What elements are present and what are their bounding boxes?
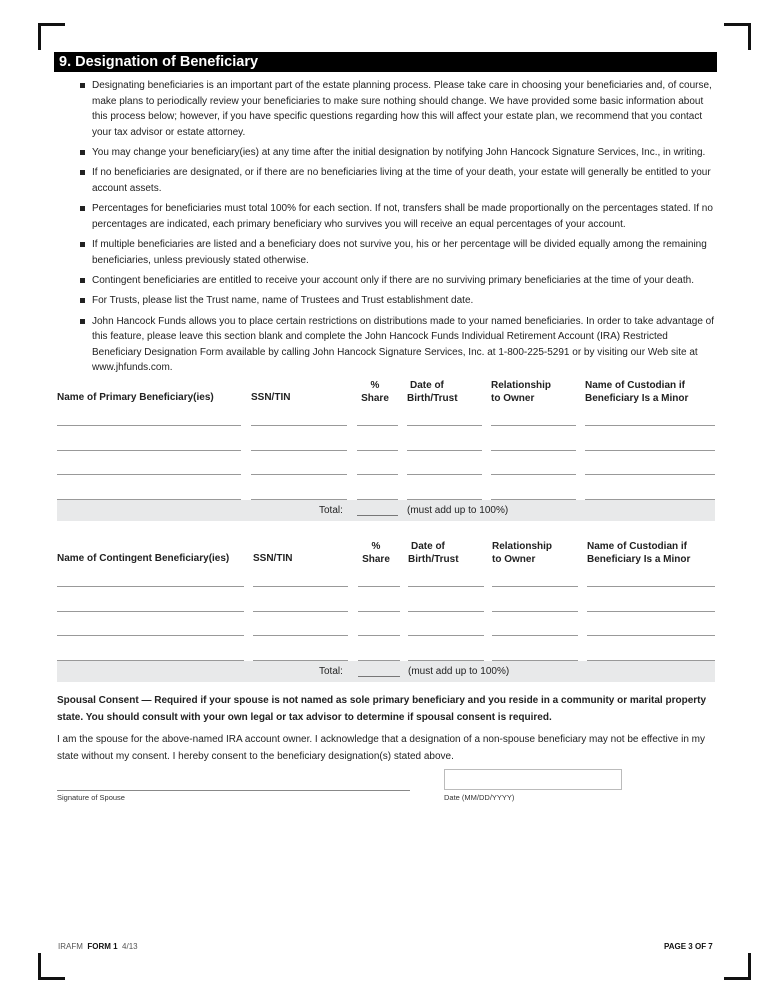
primary-share-field[interactable] xyxy=(357,474,398,475)
instruction-item: John Hancock Funds allows you to place certain restrictions on distributions made to your named beneficiaries. In order to take advantage of this feature, please leave this section blank and complete the John Hancock Funds Individual Retirement Account (IRA) Restricted Beneficiary Designation Form available by calling John Hancock Signature Services, Inc. at 1-800-225-5291 or by visiting our Web site at www.jhfunds.com. xyxy=(78,314,718,376)
instruction-item: Designating beneficiaries is an important part of the estate planning process. Please take care in choosing your beneficiaries and, of course, make plans to periodically review your beneficiaries to make sure nothing should change. We have provided some basic information about this process below; however, if you have specific questions regarding how this will affect your estate plan, we recommend that you contact your tax advisor or estate attorney. xyxy=(78,78,718,140)
contingent-total-field[interactable] xyxy=(358,676,400,677)
contingent-custodian-field[interactable] xyxy=(587,611,715,612)
primary-share-header xyxy=(360,380,390,405)
date-label: Date (MM/DD/YYYY) xyxy=(444,793,515,802)
crop-mark-top-left xyxy=(38,23,65,50)
instruction-item: If multiple beneficiaries are listed and a beneficiary does not survive you, his or her percentage will be divided equally among the remaining beneficiaries, unless previously stated otherwise. xyxy=(78,237,718,268)
contingent-share-field[interactable] xyxy=(358,611,400,612)
contingent-dob-field[interactable] xyxy=(408,611,484,612)
primary-dob-field[interactable] xyxy=(407,425,482,426)
rel-header-line1: Relationship xyxy=(492,541,553,552)
contingent-name-header: Name of Contingent Beneficiary(ies) xyxy=(57,553,230,564)
share-header-line1: % xyxy=(370,380,380,391)
date-input[interactable] xyxy=(444,769,622,790)
page-number: PAGE 3 OF 7 xyxy=(664,942,713,951)
spouse-signature-label: Signature of Spouse xyxy=(57,793,125,802)
primary-beneficiary-table xyxy=(57,380,715,521)
spousal-consent-body: I am the spouse for the above-named IRA account owner. I acknowledge that a designation of a non-spouse beneficiary may not be effective in my state without my consent. I hereby consent to the beneficiary designation(s) stated above. xyxy=(57,734,705,762)
contingent-beneficiary-table xyxy=(57,541,715,682)
primary-custodian-field[interactable] xyxy=(585,499,715,500)
instruction-item: Contingent beneficiaries are entitled to receive your account only if there are no surviving primary beneficiaries at the time of your death. xyxy=(78,273,718,289)
contingent-share-field[interactable] xyxy=(358,586,400,587)
contingent-name-field[interactable] xyxy=(57,635,244,636)
primary-relationship-field[interactable] xyxy=(491,425,576,426)
primary-name-header: Name of Primary Beneficiary(ies) xyxy=(57,392,214,403)
contingent-dob-header xyxy=(408,541,459,566)
contingent-share-field[interactable] xyxy=(358,660,400,661)
section-title: 9. Designation of Beneficiary xyxy=(54,52,717,72)
primary-share-field[interactable] xyxy=(357,499,398,500)
contingent-custodian-field[interactable] xyxy=(587,586,715,587)
contingent-dob-field[interactable] xyxy=(408,635,484,636)
cust-header-line2: Beneficiary Is a Minor xyxy=(585,392,689,404)
contingent-ssn-field[interactable] xyxy=(253,611,348,612)
primary-relationship-header xyxy=(491,380,551,405)
crop-mark-top-right xyxy=(724,23,751,50)
form-code: IRAFM xyxy=(58,942,83,951)
primary-name-field[interactable] xyxy=(57,450,241,451)
spouse-signature-field[interactable] xyxy=(57,790,410,791)
instruction-item: For Trusts, please list the Trust name, name of Trustees and Trust establishment date. xyxy=(78,293,718,309)
primary-name-field[interactable] xyxy=(57,474,241,475)
contingent-name-field[interactable] xyxy=(57,611,244,612)
contingent-name-field[interactable] xyxy=(57,586,244,587)
primary-custodian-field[interactable] xyxy=(585,425,715,426)
rel-header-line2: to Owner xyxy=(491,392,535,404)
cust-header-line1: Name of Custodian if xyxy=(585,380,686,391)
primary-custodian-field[interactable] xyxy=(585,450,715,451)
primary-dob-field[interactable] xyxy=(407,450,482,451)
primary-dob-field[interactable] xyxy=(407,474,482,475)
primary-ssn-field[interactable] xyxy=(251,474,347,475)
contingent-custodian-field[interactable] xyxy=(587,660,715,661)
contingent-relationship-field[interactable] xyxy=(492,611,578,612)
contingent-ssn-field[interactable] xyxy=(253,586,348,587)
contingent-ssn-field[interactable] xyxy=(253,635,348,636)
instruction-item: If no beneficiaries are designated, or if there are no beneficiaries living at the time of your death, your estate will generally be entitled to your account assets. xyxy=(78,165,718,196)
primary-dob-header xyxy=(407,380,458,405)
primary-custodian-header xyxy=(585,380,688,405)
instruction-item: You may change your beneficiary(ies) at any time after the initial designation by notifying John Hancock Signature Services, Inc., in writing. xyxy=(78,145,718,161)
primary-ssn-field[interactable] xyxy=(251,425,347,426)
primary-total-band xyxy=(57,500,715,521)
crop-mark-bottom-left xyxy=(38,953,65,980)
dob-header-line2: Birth/Trust xyxy=(407,392,458,404)
spousal-consent-title: Spousal Consent — Required if your spouse is not named as sole primary beneficiary and you reside in a community or marital property state. You should consult with your own legal or tax advisor to determine if spousal consent is required. xyxy=(57,695,707,723)
contingent-share-field[interactable] xyxy=(358,635,400,636)
form-date: 4/13 xyxy=(122,942,138,951)
share-header-line2: Share xyxy=(361,392,389,404)
instruction-item: Percentages for beneficiaries must total 100% for each section. If not, transfers shall be made proportionally on the percentages stated. If no percentages are indicated, each primary beneficiary who survives you will receive an equal percentages of your account. xyxy=(78,201,718,232)
cust-header-line2: Beneficiary Is a Minor xyxy=(587,553,691,565)
cust-header-line1: Name of Custodian if xyxy=(587,541,688,552)
contingent-total-label: Total: xyxy=(319,666,343,677)
primary-name-field[interactable] xyxy=(57,425,241,426)
rel-header-line1: Relationship xyxy=(491,380,552,391)
crop-mark-bottom-right xyxy=(724,953,751,980)
primary-ssn-header: SSN/TIN xyxy=(251,392,291,403)
contingent-relationship-field[interactable] xyxy=(492,635,578,636)
contingent-relationship-field[interactable] xyxy=(492,586,578,587)
primary-total-label: Total: xyxy=(319,505,343,516)
dob-header-line1: Date of xyxy=(410,380,444,391)
rel-header-line2: to Owner xyxy=(492,553,536,565)
contingent-relationship-header xyxy=(492,541,552,566)
primary-custodian-field[interactable] xyxy=(585,474,715,475)
contingent-share-header xyxy=(361,541,391,566)
contingent-custodian-field[interactable] xyxy=(587,635,715,636)
share-header-line2: Share xyxy=(362,553,390,565)
primary-total-field[interactable] xyxy=(357,515,398,516)
primary-total-note: (must add up to 100%) xyxy=(407,505,509,516)
primary-relationship-field[interactable] xyxy=(491,450,576,451)
contingent-total-band xyxy=(57,661,715,682)
form-name: FORM 1 xyxy=(87,942,118,951)
contingent-custodian-header xyxy=(587,541,690,566)
primary-ssn-field[interactable] xyxy=(251,450,347,451)
contingent-dob-field[interactable] xyxy=(408,586,484,587)
primary-share-field[interactable] xyxy=(357,425,398,426)
primary-relationship-field[interactable] xyxy=(491,474,576,475)
dob-header-line2: Birth/Trust xyxy=(408,553,459,565)
share-header-line1: % xyxy=(371,541,381,552)
form-footer-id xyxy=(58,942,138,951)
dob-header-line1: Date of xyxy=(411,541,445,552)
primary-share-field[interactable] xyxy=(357,450,398,451)
contingent-ssn-header: SSN/TIN xyxy=(253,553,293,564)
instructions-list xyxy=(78,78,718,381)
primary-name-field[interactable] xyxy=(57,499,241,500)
contingent-total-note: (must add up to 100%) xyxy=(408,666,510,677)
contingent-name-field[interactable] xyxy=(57,660,244,661)
